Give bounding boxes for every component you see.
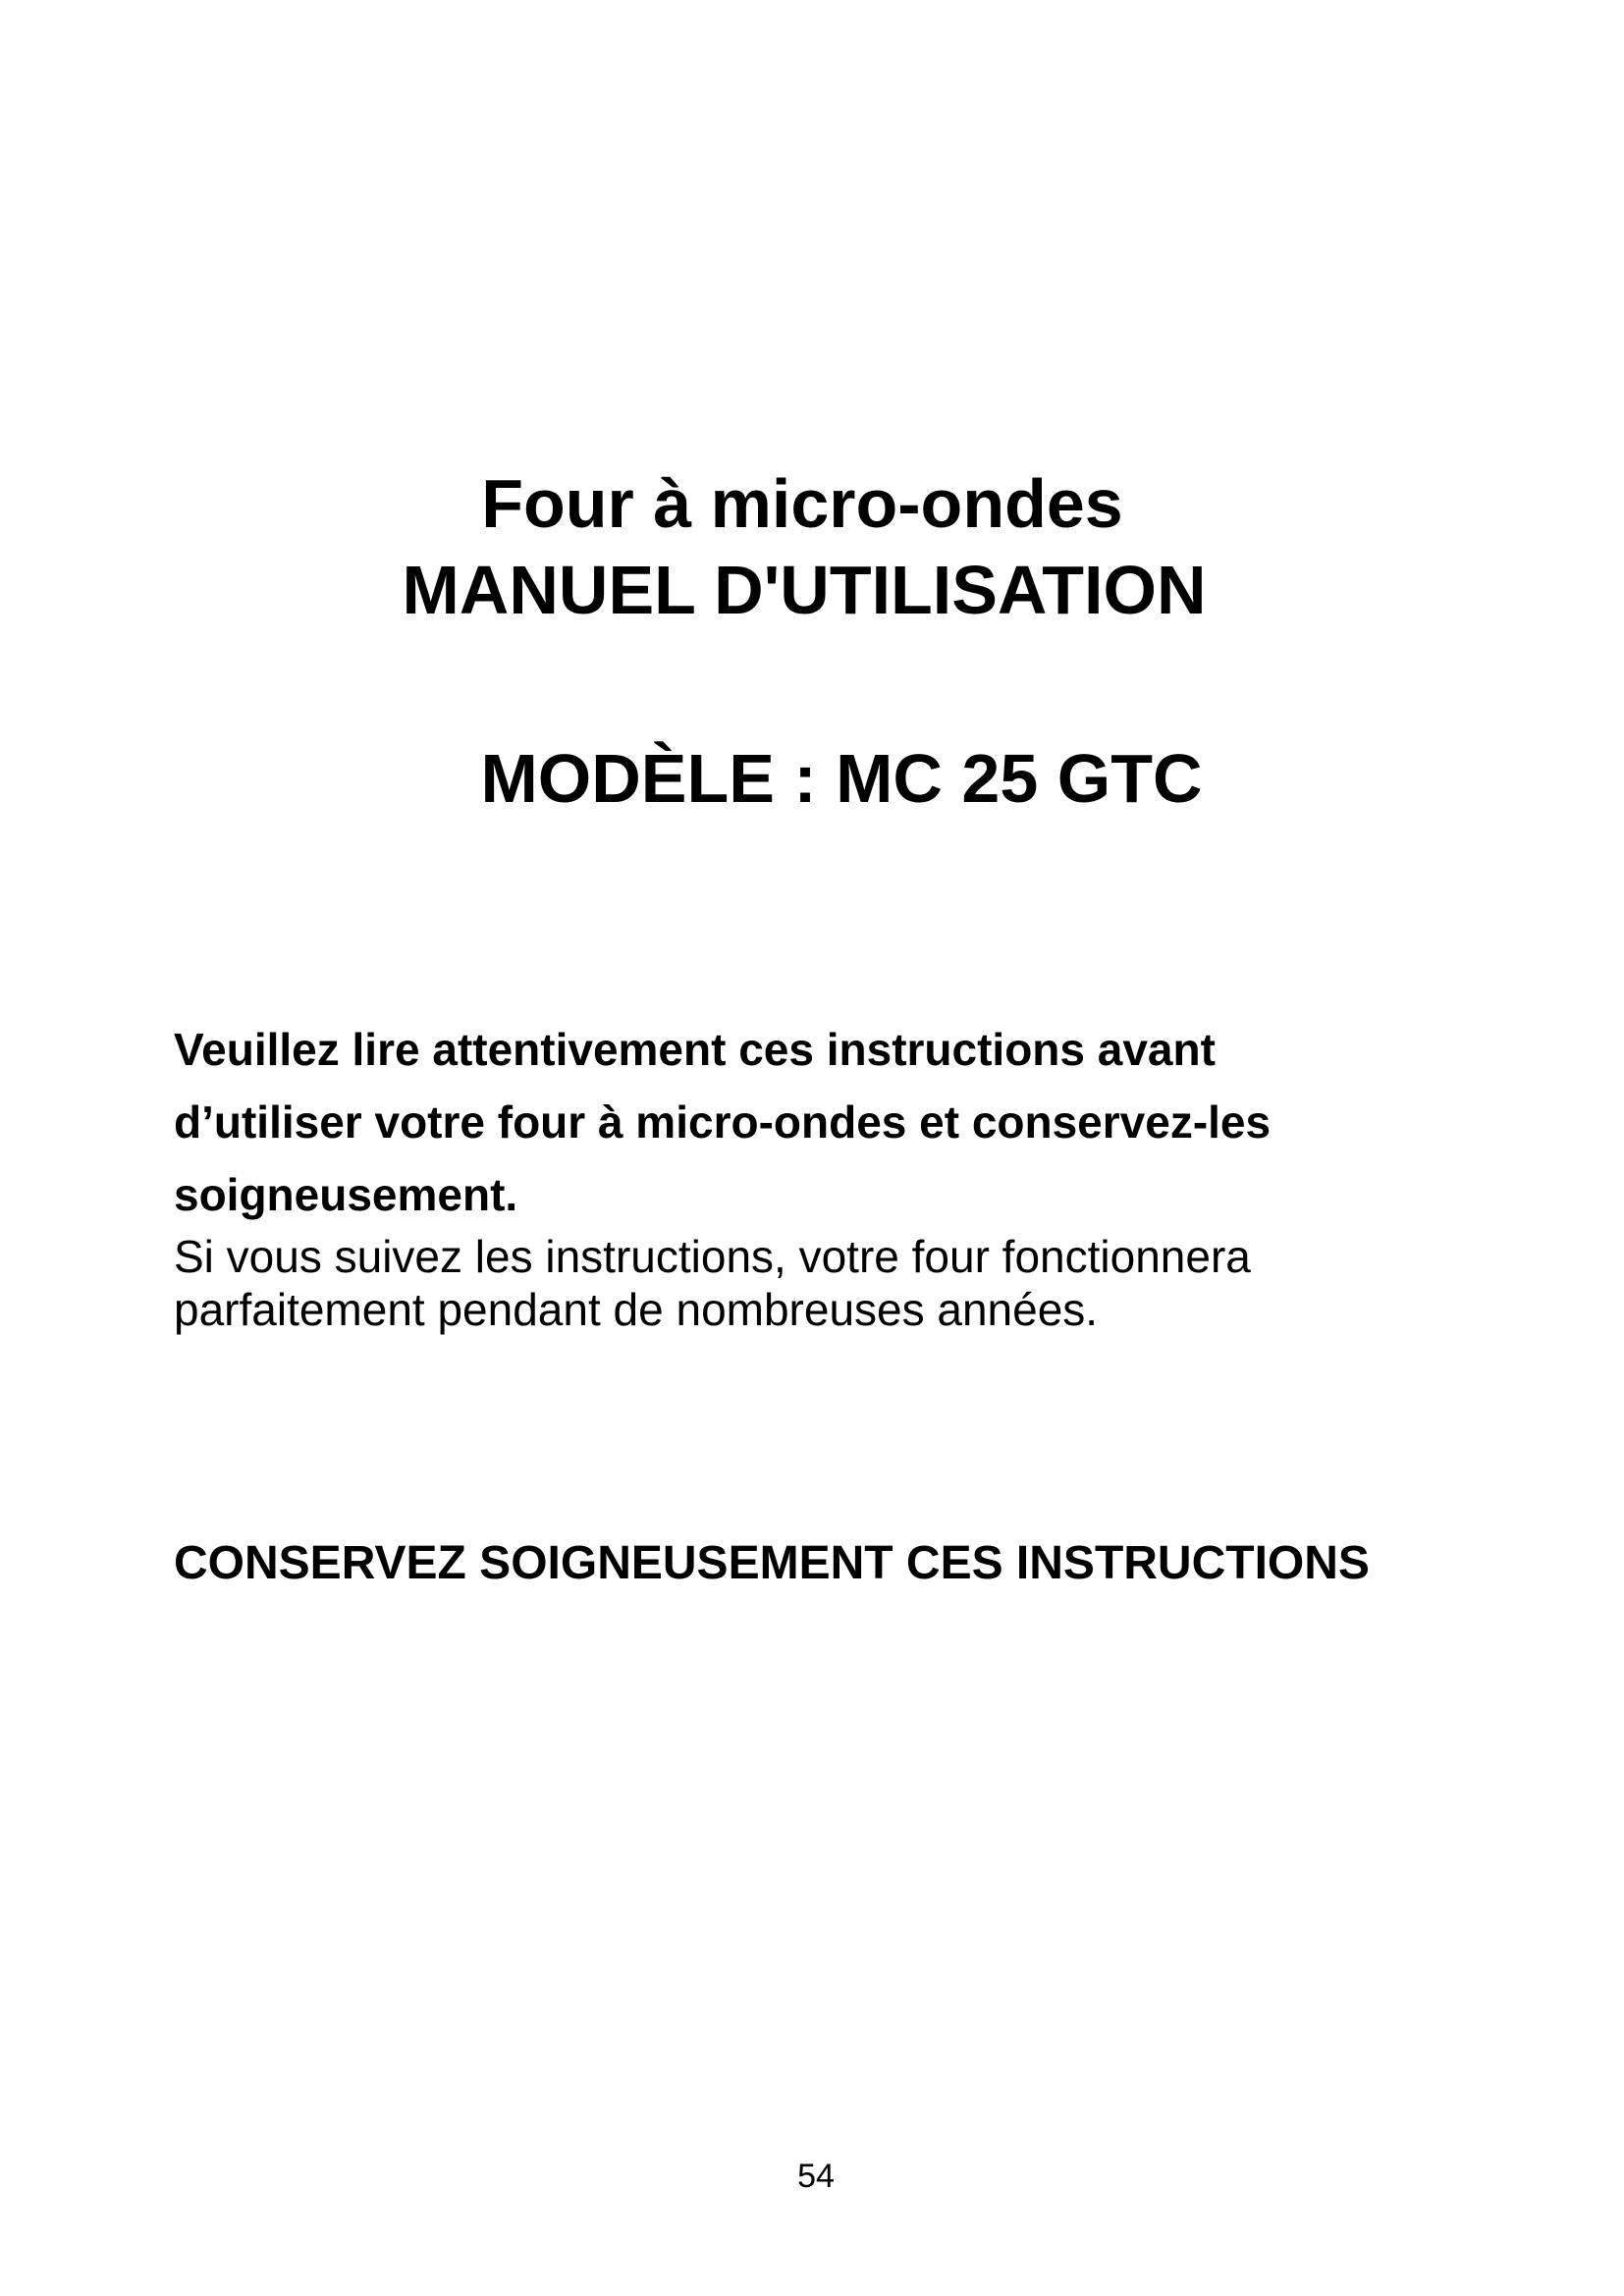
intro-bold-line: d’utiliser votre four à micro-ondes et conservez-les (174, 1096, 1272, 1148)
keep-instructions-notice: CONSERVEZ SOIGNEUSEMENT CES INSTRUCTIONS (174, 1537, 1370, 1589)
document-title: Four à micro-ondes (481, 465, 1123, 542)
page-number: 54 (797, 2158, 835, 2195)
intro-bold-line: Veuillez lire attentivement ces instructions avant (174, 1024, 1216, 1075)
model-heading: MODÈLE : MC 25 GTC (480, 740, 1203, 817)
intro-regular-line: parfaitement pendant de nombreuses années. (174, 1284, 1099, 1335)
intro-section (174, 1013, 1529, 1337)
intro-bold-line: soigneusement. (174, 1169, 518, 1220)
document-subtitle: MANUEL D'UTILISATION (402, 552, 1207, 628)
intro-regular-line: Si vous suivez les instructions, votre four fonctionnera (174, 1231, 1251, 1282)
